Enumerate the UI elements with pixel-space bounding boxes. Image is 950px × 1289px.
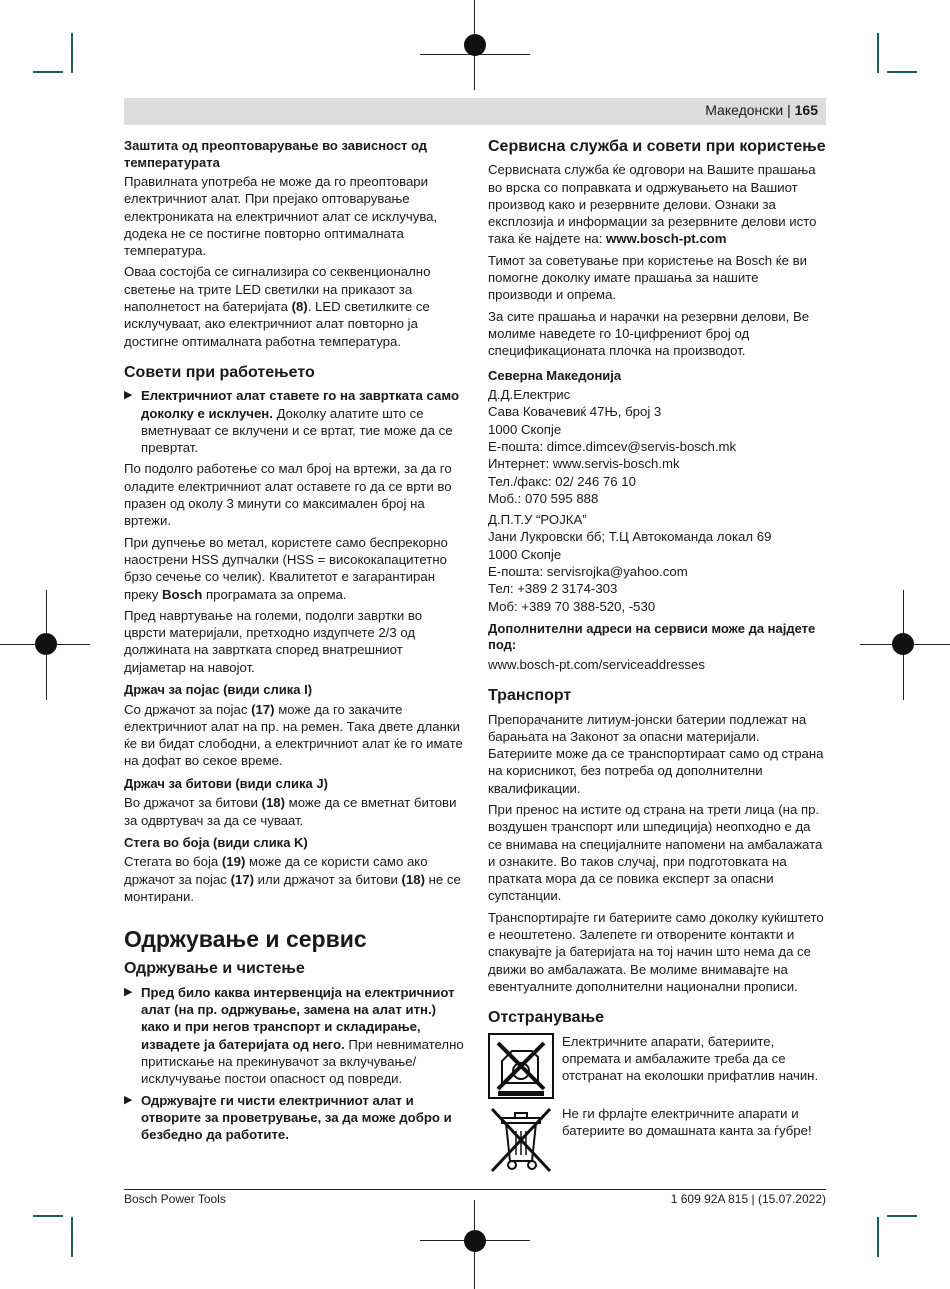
paragraph: Правилната употреба не може да го преоптовари електричниот алат. При прејако оптоварување електрониката на електричниот алат се исклучува, додека не се постигне повторно оптималната температура. bbox=[124, 174, 438, 259]
section-title: Совети при работењето bbox=[124, 363, 315, 381]
footer-doc-number: 1 609 92A 815 | (15.07.2022) bbox=[670, 1192, 826, 1206]
footer-brand: Bosch Power Tools bbox=[124, 1192, 226, 1206]
paragraph: Транспортирајте ги батериите само доколку куќиштето е неоштетено. Залепете ги отворените контакти и спакувајте ја батеријата на тој начин што нема да се движи во амбалажата. Ве молиме внимавајте на евентуалните дополнителни национални прописи. bbox=[488, 909, 824, 994]
registration-dot bbox=[35, 633, 57, 655]
header-separator: | bbox=[787, 102, 791, 118]
chapter-title: Одржување и сервис bbox=[124, 926, 367, 953]
paragraph: По подолго работење со мал број на вртежи, за да го оладите електричниот алат оставете го да се врти во празен од околу 3 минути со максимален број на вртежи. bbox=[124, 461, 452, 529]
paragraph: За сите прашања и нарачки на резервни делови, Ве молиме наведете го 10-цифрениот број од спецификационата плочка на производот. bbox=[488, 308, 810, 359]
crossed-bin-icon bbox=[488, 1105, 554, 1171]
crop-mark bbox=[71, 33, 73, 73]
address-block: Д.П.Т.У “РОЈКА” Јани Лукровски бб; Т.Ц Автокоманда локал 69 1000 Скопје Е-пошта: servisrojka@yahoo.com Тел: +389 2 3174-303 Моб: +389 70 388-520, -530 bbox=[488, 512, 772, 614]
paragraph: Стегата во боја (19) може да се користи само ако држачот за појас (17) или држачот за битови (18) не се монтирани. bbox=[124, 854, 461, 904]
page-header bbox=[124, 98, 826, 125]
crop-mark bbox=[33, 1215, 63, 1217]
crop-mark bbox=[887, 71, 917, 73]
crop-mark bbox=[877, 33, 879, 73]
paragraph: При дупчење во метал, користете само беспрекорно наострени HSS дупчалки (HSS = висококапацитетно брзо сечење со челик). Квалитетот е загарантиран преку Bosch програмата за опрема. bbox=[124, 534, 448, 602]
paragraph: При пренос на истите од страна на трети лица (на пр. воздушен транспорт или шпедиција) неопходно е да се внимава на специјалните напомени на амбалажата и ознаките. Во таков случај, при подготовката на пратката мора да се повика експерт за опасни супстанции. bbox=[488, 802, 823, 904]
paragraph: Тимот за советување при користење на Bosch ќе ви помогне доколку имате прашања за нашите производи и опрема. bbox=[488, 252, 807, 303]
section-title: Северна Македонија bbox=[488, 367, 622, 383]
left-column bbox=[124, 138, 464, 1147]
list-item: ▶ Пред било каква интервенција на електричниот алат (на пр. одржување, замена на алат итн.) како и при негов транспорт и складирање, извадете ја батеријата од него. При невнимателно притискање на прекинувачот за вклучување/исклучување постои опасност од повреди. bbox=[124, 984, 464, 1087]
page-number: 165 bbox=[794, 102, 818, 118]
crop-mark bbox=[33, 71, 63, 73]
recycle-dispose-icon bbox=[488, 1033, 554, 1099]
header-text bbox=[705, 102, 818, 118]
section-title: Одржување и чистење bbox=[124, 960, 305, 978]
crop-mark bbox=[877, 1217, 879, 1257]
disposal-row bbox=[488, 1105, 826, 1171]
registration-dot bbox=[464, 1230, 486, 1252]
section-title: Сервисна служба и совети при користење bbox=[488, 138, 826, 155]
registration-dot bbox=[892, 633, 914, 655]
right-column bbox=[488, 138, 826, 1177]
address-block: Д.Д.Електрис Сава Ковачевиќ 47Њ, број 3 1000 Скопје Е-пошта: dimce.dimcev@servis-bosch.mk Интернет: www.servis-bosch.mk Тел./факс: 02/ 246 76 10 Моб.: 070 595 888 bbox=[488, 387, 737, 506]
disposal-row bbox=[488, 1033, 826, 1099]
crop-mark bbox=[71, 1217, 73, 1257]
registration-dot bbox=[464, 34, 486, 56]
paragraph: Со држачот за појас (17) може да го закачите електричниот алат на пр. на ремен. Така двете дланки ќе ви бидат слободни, а електричниот алат ќе го имате на дофат во секое време. bbox=[124, 701, 463, 769]
paragraph: Препорачаните литиум-јонски батерии подлежат на барањата на Законот за опасни материјали. Батериите може да се транспортираат само од страна на корисникот, без потреба од дополнителни квалификации. bbox=[488, 711, 824, 796]
section-title: Отстранување bbox=[488, 1009, 604, 1027]
paragraph: Оваа состојба се сигнализира со секвенционално светење на трите LED светилки на приказот за наполнетост на батеријата (8). LED светилките се исклучуваат, ако електричниот алат повторно ја достигне оптималната работна температура. bbox=[124, 264, 431, 349]
paragraph: Електричните апарати, батериите, опремата и амбалажите треба да се отстранат на еколошки прифатлив начин. bbox=[562, 1033, 819, 1084]
section-title: Држач за битови (види слика J) bbox=[124, 775, 328, 791]
header-language: Македонски bbox=[705, 102, 784, 118]
section-title: Стега во боја (види слика K) bbox=[124, 834, 308, 850]
section-title: Заштита од преоптоварување во зависност од температурата bbox=[124, 138, 428, 170]
section-title: Транспорт bbox=[488, 687, 572, 705]
list-item: ▶ Електричниот алат ставете го на завртката само доколку е исклучен. Доколку алатите што се вметнуваат се вклучени и се вртат, тие може да се превртат. bbox=[124, 388, 459, 456]
paragraph: Сервисната служба ќе одговори на Вашите прашања во врска со поправката и одржувањето на Вашиот производ како и резервните делови. Ознаки за експлозија и информации за резервните делови исто така ќе најдете на: www.bosch-pt.com bbox=[488, 162, 817, 247]
section-title: Дополнителни адреси на сервиси може да најдете под: bbox=[488, 620, 816, 653]
crop-mark bbox=[887, 1215, 917, 1217]
paragraph: Не ги фрлајте електричните апарати и батериите во домашната канта за ѓубре! bbox=[562, 1105, 812, 1138]
paragraph: www.bosch-pt.com/serviceaddresses bbox=[488, 656, 705, 672]
footer-divider bbox=[124, 1189, 826, 1190]
paragraph: Пред навртување на големи, подолги завртки во цврсти материјали, претходно издупчете 2/3 од должината на завртката според внатрешниот дијаметар на навојот. bbox=[124, 607, 423, 675]
section-title: Држач за појас (види слика I) bbox=[124, 682, 313, 698]
paragraph: Во држачот за битови (18) може да се вметнат битови за одвртувач за да се чуваат. bbox=[124, 795, 457, 828]
list-item: ▶ Одржувајте ги чисти електричниот алат и отворите за проветрување, за да може добро и безбедно да работите. bbox=[124, 1092, 452, 1143]
